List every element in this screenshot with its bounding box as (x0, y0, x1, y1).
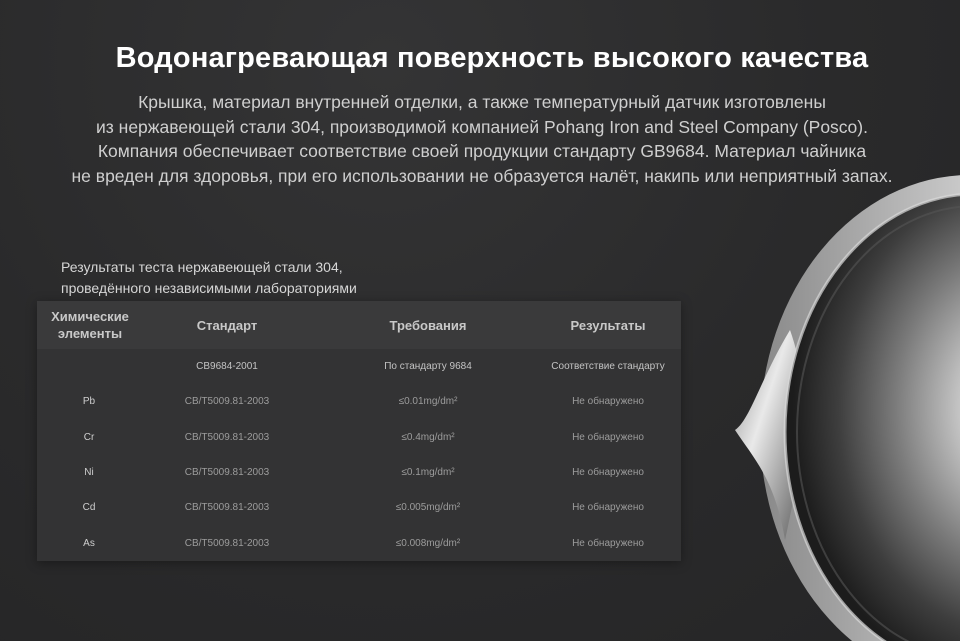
cell-result: Не обнаружено (572, 466, 644, 478)
cell-requirement: ≤0.01mg/dm² (398, 396, 458, 408)
results-table (37, 301, 681, 561)
header-elements: Химические элементы (51, 309, 129, 341)
table-caption (61, 257, 357, 299)
cell-result: Не обнаружено (572, 396, 644, 408)
cell-standard: CB/T5009.81-2003 (184, 431, 270, 443)
header-requirements: Требования (389, 317, 467, 333)
caption-line: Результаты теста нержавеющей стали 304, (61, 259, 343, 275)
description-line: не вреден для здоровья, при его использовании не образуется налёт, накипь или неприятный запах. (71, 165, 893, 186)
description-line: Крышка, материал внутренней отделки, а также температурный датчик изготовлены (138, 92, 826, 112)
description-line: Компания обеспечивает соответствие своей продукции стандарту GB9684. Материал чайника (97, 141, 867, 161)
cell-standard: CB/T5009.81-2003 (184, 502, 270, 514)
table-row (37, 420, 681, 455)
cell-result: Соответствие стандарту (551, 361, 665, 372)
cell-element: Cr (83, 431, 95, 443)
table-row (37, 455, 681, 490)
cell-requirement: ≤0.1mg/dm² (401, 466, 455, 478)
cell-requirement: ≤0.4mg/dm² (401, 431, 455, 443)
table-header (37, 301, 681, 349)
table-row (37, 526, 681, 561)
cell-result: Не обнаружено (572, 537, 644, 549)
cell-requirement: ≤0.008mg/dm² (395, 537, 461, 549)
cell-element (37, 349, 141, 384)
cell-standard: CB/T5009.81-2003 (184, 537, 270, 549)
cell-result: Не обнаружено (572, 502, 644, 514)
cell-element: Ni (84, 466, 94, 478)
cell-element: Pb (82, 396, 96, 408)
cell-standard: CB9684-2001 (196, 361, 258, 372)
table-row (37, 490, 681, 525)
table-row (37, 349, 681, 384)
cell-element: Cd (82, 502, 96, 514)
cell-result: Не обнаружено (572, 431, 644, 443)
cell-element: As (83, 537, 95, 549)
header-results: Результаты (570, 317, 646, 333)
cell-standard: CB/T5009.81-2003 (184, 466, 270, 478)
description-line: из нержавеющей стали 304, производимой компанией Pohang Iron and Steel Company (Posco). (96, 116, 868, 137)
header-standard: Стандарт (196, 317, 258, 333)
page-title: Водонагревающая поверхность высокого качества (115, 42, 869, 74)
kettle-surface-image (720, 170, 960, 641)
cell-requirement: По стандарту 9684 (384, 361, 472, 372)
cell-requirement: ≤0.005mg/dm² (395, 502, 461, 514)
table-row (37, 384, 681, 419)
cell-standard: CB/T5009.81-2003 (184, 396, 270, 408)
caption-line: проведённого независимыми лабораториями (61, 280, 357, 296)
